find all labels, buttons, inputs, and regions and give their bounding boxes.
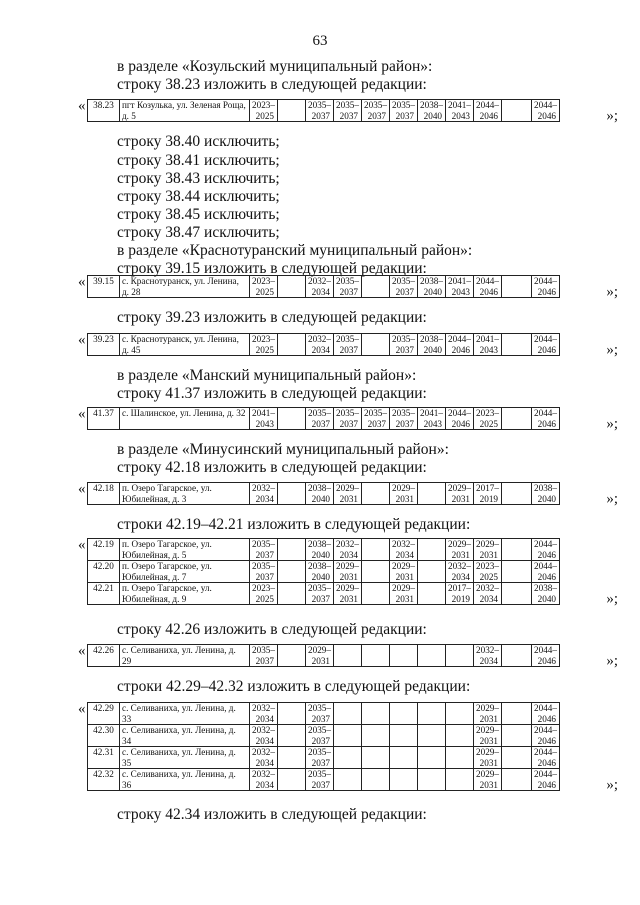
period-cell: 2017– 2019 bbox=[446, 583, 474, 605]
period-cell: 2044– 2046 bbox=[532, 703, 560, 725]
period-cell bbox=[502, 408, 532, 430]
period-cell: 2032– 2034 bbox=[306, 334, 334, 356]
period-cell: 2032– 2034 bbox=[474, 645, 502, 667]
address-cell: с. Селиваниха, ул. Ленина, д. 33 bbox=[120, 703, 250, 725]
period-cell: 2044– 2046 bbox=[532, 725, 560, 747]
period-cell bbox=[446, 645, 474, 667]
period-cell bbox=[502, 100, 532, 122]
address-cell: п. Озеро Тагарское, ул. Юбилейная, д. 3 bbox=[120, 483, 250, 505]
period-cell: 2044– 2046 bbox=[532, 747, 560, 769]
period-cell: 2029– 2031 bbox=[306, 645, 334, 667]
table-row bbox=[88, 100, 560, 122]
period-cell: 2032– 2034 bbox=[250, 703, 278, 725]
period-cell: 2032– 2034 bbox=[390, 539, 418, 561]
period-cell: 2038– 2040 bbox=[532, 483, 560, 505]
period-cell: 2023– 2025 bbox=[250, 100, 278, 122]
period-cell: 2032– 2034 bbox=[474, 583, 502, 605]
open-quote: « bbox=[78, 332, 86, 348]
address-cell: п. Озеро Тагарское, ул. Юбилейная, д. 7 bbox=[120, 561, 250, 583]
amendment-table-block bbox=[78, 644, 618, 668]
close-quote: »; bbox=[606, 284, 618, 300]
period-cell bbox=[418, 483, 446, 505]
period-cell bbox=[418, 645, 446, 667]
table-row bbox=[88, 583, 560, 605]
period-cell: 2023– 2025 bbox=[474, 561, 502, 583]
period-cell bbox=[278, 408, 306, 430]
period-cell: 2038– 2040 bbox=[306, 539, 334, 561]
period-cell: 2035– 2037 bbox=[306, 703, 334, 725]
period-cell: 2041– 2043 bbox=[474, 334, 502, 356]
period-cell bbox=[502, 703, 532, 725]
period-cell: 2029– 2031 bbox=[334, 483, 362, 505]
instruction-line: в разделе «Козульский муниципальный район»: bbox=[117, 58, 433, 75]
period-cell: 2032– 2034 bbox=[250, 725, 278, 747]
period-cell bbox=[278, 725, 306, 747]
open-quote: « bbox=[78, 98, 86, 114]
amendment-table bbox=[87, 482, 560, 505]
amendment-table-block bbox=[78, 482, 618, 506]
amendment-table-block bbox=[78, 333, 618, 357]
period-cell: 2035– 2037 bbox=[334, 408, 362, 430]
period-cell bbox=[502, 334, 532, 356]
instruction-line: в разделе «Краснотуранский муниципальный район»: bbox=[117, 242, 473, 259]
period-cell: 2035– 2037 bbox=[306, 747, 334, 769]
period-cell: 2044– 2046 bbox=[446, 334, 474, 356]
open-quote: « bbox=[78, 481, 86, 497]
period-cell: 2029– 2031 bbox=[474, 725, 502, 747]
address-cell: пгт Козулька, ул. Зеленая Роща, д. 5 bbox=[120, 100, 250, 122]
period-cell: 2035– 2037 bbox=[362, 100, 390, 122]
period-cell: 2035– 2037 bbox=[250, 539, 278, 561]
row-number-cell: 42.30 bbox=[88, 725, 120, 747]
open-quote: « bbox=[78, 701, 86, 717]
period-cell: 2035– 2037 bbox=[390, 276, 418, 298]
period-cell bbox=[390, 703, 418, 725]
address-cell: с. Краснотуранск, ул. Ленина, д. 28 bbox=[120, 276, 250, 298]
period-cell: 2041– 2043 bbox=[446, 276, 474, 298]
page-number: 63 bbox=[312, 33, 328, 49]
table-row bbox=[88, 276, 560, 298]
period-cell: 2029– 2031 bbox=[390, 483, 418, 505]
period-cell: 2023– 2025 bbox=[250, 276, 278, 298]
period-cell: 2035– 2037 bbox=[250, 645, 278, 667]
period-cell: 2035– 2037 bbox=[306, 583, 334, 605]
amendment-table-block bbox=[78, 99, 618, 123]
amendment-table-block bbox=[78, 538, 618, 606]
period-cell bbox=[278, 583, 306, 605]
period-cell: 2035– 2037 bbox=[390, 334, 418, 356]
period-cell: 2035– 2037 bbox=[306, 408, 334, 430]
close-quote: »; bbox=[606, 491, 618, 507]
row-number-cell: 42.19 bbox=[88, 539, 120, 561]
row-number-cell: 42.32 bbox=[88, 769, 120, 791]
period-cell bbox=[502, 645, 532, 667]
period-cell: 2035– 2037 bbox=[334, 100, 362, 122]
period-cell bbox=[278, 703, 306, 725]
period-cell bbox=[278, 483, 306, 505]
period-cell: 2029– 2031 bbox=[334, 583, 362, 605]
period-cell: 2038– 2040 bbox=[306, 561, 334, 583]
period-cell bbox=[278, 561, 306, 583]
period-cell bbox=[390, 747, 418, 769]
open-quote: « bbox=[78, 274, 86, 290]
close-quote: »; bbox=[606, 342, 618, 358]
period-cell bbox=[502, 747, 532, 769]
amendment-table-block bbox=[78, 407, 618, 431]
period-cell: 2038– 2040 bbox=[418, 100, 446, 122]
period-cell bbox=[418, 769, 446, 791]
row-number-cell: 42.26 bbox=[88, 645, 120, 667]
instruction-line: строку 39.15 изложить в следующей редакции: bbox=[117, 260, 427, 277]
address-cell: с. Селиваниха, ул. Ленина, д. 36 bbox=[120, 769, 250, 791]
row-number-cell: 42.18 bbox=[88, 483, 120, 505]
period-cell bbox=[362, 583, 390, 605]
table-row bbox=[88, 747, 560, 769]
period-cell: 2044– 2046 bbox=[532, 276, 560, 298]
instruction-line: в разделе «Минусинский муниципальный район»: bbox=[117, 441, 449, 458]
instruction-line: строку 38.40 исключить; bbox=[117, 133, 280, 150]
period-cell: 2035– 2037 bbox=[390, 408, 418, 430]
period-cell bbox=[446, 703, 474, 725]
period-cell bbox=[418, 703, 446, 725]
period-cell: 2032– 2034 bbox=[250, 483, 278, 505]
period-cell bbox=[278, 645, 306, 667]
period-cell bbox=[278, 747, 306, 769]
amendment-table bbox=[87, 407, 560, 430]
open-quote: « bbox=[78, 643, 86, 659]
period-cell: 2044– 2046 bbox=[532, 334, 560, 356]
period-cell bbox=[446, 725, 474, 747]
amendment-table bbox=[87, 538, 560, 605]
period-cell: 2032– 2034 bbox=[250, 747, 278, 769]
period-cell: 2035– 2037 bbox=[306, 100, 334, 122]
table-row bbox=[88, 483, 560, 505]
period-cell bbox=[362, 276, 390, 298]
instruction-line: строки 42.29–42.32 изложить в следующей редакции: bbox=[117, 678, 471, 695]
amendment-table-block bbox=[78, 702, 618, 792]
period-cell: 2035– 2037 bbox=[250, 561, 278, 583]
period-cell bbox=[362, 703, 390, 725]
period-cell: 2032– 2034 bbox=[334, 539, 362, 561]
amendment-table bbox=[87, 333, 560, 356]
row-number-cell: 41.37 bbox=[88, 408, 120, 430]
period-cell bbox=[334, 645, 362, 667]
period-cell: 2032– 2034 bbox=[446, 561, 474, 583]
amendment-table bbox=[87, 644, 560, 667]
table-row bbox=[88, 725, 560, 747]
row-number-cell: 38.23 bbox=[88, 100, 120, 122]
period-cell: 2029– 2031 bbox=[334, 561, 362, 583]
amendment-table bbox=[87, 702, 560, 791]
period-cell: 2029– 2031 bbox=[474, 769, 502, 791]
period-cell bbox=[278, 769, 306, 791]
period-cell: 2038– 2040 bbox=[532, 583, 560, 605]
period-cell bbox=[502, 583, 532, 605]
instruction-line: строку 38.47 исключить; bbox=[117, 224, 280, 241]
period-cell: 2035– 2037 bbox=[334, 334, 362, 356]
period-cell bbox=[278, 539, 306, 561]
address-cell: п. Озеро Тагарское, ул. Юбилейная, д. 5 bbox=[120, 539, 250, 561]
period-cell bbox=[446, 769, 474, 791]
period-cell: 2029– 2031 bbox=[474, 747, 502, 769]
period-cell bbox=[334, 769, 362, 791]
period-cell: 2044– 2046 bbox=[532, 408, 560, 430]
table-row bbox=[88, 408, 560, 430]
table-row bbox=[88, 539, 560, 561]
period-cell bbox=[502, 483, 532, 505]
period-cell bbox=[418, 561, 446, 583]
period-cell bbox=[390, 725, 418, 747]
address-cell: с. Шалинское, ул. Ленина, д. 32 bbox=[120, 408, 250, 430]
period-cell bbox=[362, 725, 390, 747]
period-cell bbox=[334, 703, 362, 725]
period-cell bbox=[502, 769, 532, 791]
period-cell: 2023– 2025 bbox=[474, 408, 502, 430]
period-cell: 2044– 2046 bbox=[532, 645, 560, 667]
instruction-line: строку 38.44 исключить; bbox=[117, 188, 280, 205]
period-cell bbox=[418, 725, 446, 747]
period-cell bbox=[278, 276, 306, 298]
open-quote: « bbox=[78, 406, 86, 422]
row-number-cell: 42.21 bbox=[88, 583, 120, 605]
close-quote: »; bbox=[606, 416, 618, 432]
period-cell: 2044– 2046 bbox=[532, 539, 560, 561]
period-cell: 2044– 2046 bbox=[446, 408, 474, 430]
amendment-table bbox=[87, 99, 560, 122]
instruction-line: строку 38.43 исключить; bbox=[117, 170, 280, 187]
period-cell: 2023– 2025 bbox=[250, 334, 278, 356]
period-cell: 2035– 2037 bbox=[306, 769, 334, 791]
instruction-line: строку 38.23 изложить в следующей редакции: bbox=[117, 76, 427, 93]
period-cell: 2038– 2040 bbox=[418, 334, 446, 356]
row-number-cell: 39.15 bbox=[88, 276, 120, 298]
table-row bbox=[88, 645, 560, 667]
address-cell: с. Селиваниха, ул. Ленина, д. 35 bbox=[120, 747, 250, 769]
period-cell bbox=[418, 583, 446, 605]
period-cell: 2038– 2040 bbox=[306, 483, 334, 505]
address-cell: с. Селиваниха, ул. Ленина, д. 34 bbox=[120, 725, 250, 747]
period-cell bbox=[278, 334, 306, 356]
instruction-line: строку 38.45 исключить; bbox=[117, 206, 280, 223]
period-cell bbox=[362, 539, 390, 561]
amendment-table-block bbox=[78, 275, 618, 299]
period-cell bbox=[362, 561, 390, 583]
instruction-line: строку 39.23 изложить в следующей редакции: bbox=[117, 309, 427, 326]
row-number-cell: 42.31 bbox=[88, 747, 120, 769]
table-row bbox=[88, 769, 560, 791]
row-number-cell: 42.29 bbox=[88, 703, 120, 725]
period-cell bbox=[362, 645, 390, 667]
row-number-cell: 42.20 bbox=[88, 561, 120, 583]
open-quote: « bbox=[78, 537, 86, 553]
period-cell: 2029– 2031 bbox=[446, 483, 474, 505]
row-number-cell: 39.23 bbox=[88, 334, 120, 356]
instruction-line: строку 38.41 исключить; bbox=[117, 152, 280, 169]
address-cell: п. Озеро Тагарское, ул. Юбилейная, д. 9 bbox=[120, 583, 250, 605]
period-cell: 2017– 2019 bbox=[474, 483, 502, 505]
period-cell: 2035– 2037 bbox=[362, 408, 390, 430]
period-cell: 2035– 2037 bbox=[390, 100, 418, 122]
close-quote: »; bbox=[606, 777, 618, 793]
period-cell: 2044– 2046 bbox=[532, 769, 560, 791]
period-cell: 2041– 2043 bbox=[250, 408, 278, 430]
period-cell bbox=[362, 769, 390, 791]
period-cell: 2032– 2034 bbox=[250, 769, 278, 791]
period-cell: 2041– 2043 bbox=[418, 408, 446, 430]
close-quote: »; bbox=[606, 653, 618, 669]
period-cell bbox=[334, 725, 362, 747]
period-cell: 2038– 2040 bbox=[418, 276, 446, 298]
period-cell: 2029– 2031 bbox=[390, 561, 418, 583]
period-cell: 2044– 2046 bbox=[474, 276, 502, 298]
period-cell: 2029– 2031 bbox=[474, 703, 502, 725]
period-cell bbox=[334, 747, 362, 769]
period-cell: 2023– 2025 bbox=[250, 583, 278, 605]
period-cell bbox=[362, 747, 390, 769]
address-cell: с. Краснотуранск, ул. Ленина, д. 45 bbox=[120, 334, 250, 356]
period-cell bbox=[390, 645, 418, 667]
table-row bbox=[88, 334, 560, 356]
period-cell bbox=[502, 276, 532, 298]
period-cell bbox=[446, 747, 474, 769]
period-cell: 2041– 2043 bbox=[446, 100, 474, 122]
period-cell bbox=[502, 725, 532, 747]
period-cell bbox=[502, 539, 532, 561]
period-cell: 2029– 2031 bbox=[390, 583, 418, 605]
amendment-table bbox=[87, 275, 560, 298]
close-quote: »; bbox=[606, 108, 618, 124]
close-quote: »; bbox=[606, 591, 618, 607]
period-cell: 2029– 2031 bbox=[474, 539, 502, 561]
instruction-line: строки 42.19–42.21 изложить в следующей редакции: bbox=[117, 516, 471, 533]
period-cell bbox=[278, 100, 306, 122]
period-cell: 2044– 2046 bbox=[474, 100, 502, 122]
period-cell bbox=[390, 769, 418, 791]
table-row bbox=[88, 703, 560, 725]
period-cell: 2044– 2046 bbox=[532, 100, 560, 122]
instruction-line: в разделе «Манский муниципальный район»: bbox=[117, 367, 417, 384]
address-cell: с. Селиваниха, ул. Ленина, д. 29 bbox=[120, 645, 250, 667]
period-cell: 2035– 2037 bbox=[334, 276, 362, 298]
instruction-line: строку 41.37 изложить в следующей редакции: bbox=[117, 385, 427, 402]
period-cell bbox=[418, 539, 446, 561]
instruction-line: строку 42.34 изложить в следующей редакции: bbox=[117, 806, 427, 823]
period-cell bbox=[362, 483, 390, 505]
table-row bbox=[88, 561, 560, 583]
period-cell: 2035– 2037 bbox=[306, 725, 334, 747]
period-cell: 2029– 2031 bbox=[446, 539, 474, 561]
period-cell bbox=[362, 334, 390, 356]
period-cell: 2032– 2034 bbox=[306, 276, 334, 298]
period-cell: 2044– 2046 bbox=[532, 561, 560, 583]
instruction-line: строку 42.26 изложить в следующей редакции: bbox=[117, 621, 427, 638]
period-cell bbox=[418, 747, 446, 769]
instruction-line: строку 42.18 изложить в следующей редакции: bbox=[117, 459, 427, 476]
period-cell bbox=[502, 561, 532, 583]
